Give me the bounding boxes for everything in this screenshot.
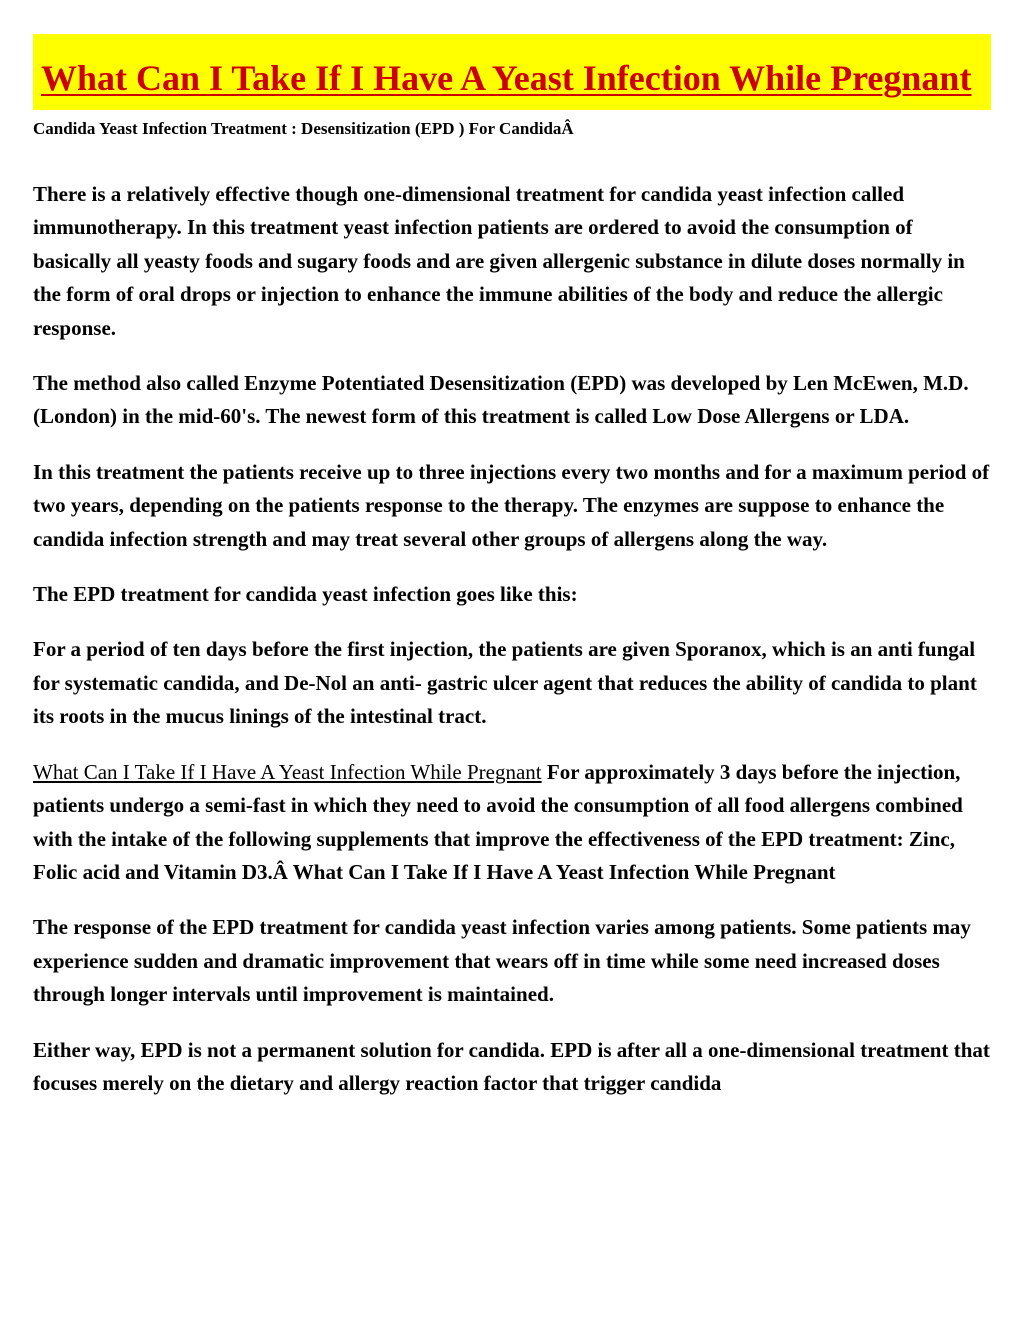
title-link[interactable]: What Can I Take If I Have A Yeast Infection While Pregnant: [41, 58, 972, 98]
document-page: [33, 34, 991, 1100]
title-banner: [33, 34, 991, 110]
paragraph-epd-method: The method also called Enzyme Potentiated Desensitization (EPD) was developed by Len McEwen, M.D. (London) in the mid-60's. The newest form of this treatment is called Low Dose Allergens or LDA.: [33, 371, 969, 429]
paragraph-immunotherapy: There is a relatively effective though one-dimensional treatment for candida yeast infection called immunotherapy. In this treatment yeast infection patients are ordered to avoid the consumption of basically all yeasty foods and sugary foods and are given allergenic substance in dilute doses normally in the form of oral drops or injection to enhance the immune abilities of the body and reduce the allergic response.: [33, 182, 965, 340]
inline-title-link[interactable]: What Can I Take If I Have A Yeast Infection While Pregnant: [33, 759, 542, 784]
paragraph-epd-steps: The EPD treatment for candida yeast infection goes like this:: [33, 582, 578, 607]
paragraph-injections: In this treatment the patients receive up to three injections every two months and for a maximum period of two years, depending on the patients response to the therapy. The enzymes are suppose to enhance the candida infection strength and may treat several other groups of allergens along the way.: [33, 459, 990, 551]
paragraph-semi-fast: [33, 756, 991, 890]
paragraph-semi-fast-body: For approximately 3 days before the injection, patients undergo a semi-fast in which they need to avoid the consumption of all food allergens combined with the intake of the following supplements that improve the effectiveness of the EPD treatment: Zinc, Folic acid and Vitamin D3.Â What Can I Take If I Have A Yeast Infection While Pregnant: [33, 759, 963, 884]
paragraph-sporanox: For a period of ten days before the first injection, the patients are given Sporanox, which is an anti fungal for systematic candida, and De-Nol an anti- gastric ulcer agent that reduces the ability of candida to plant its roots in the mucus linings of the intestinal tract.: [33, 637, 977, 729]
paragraph-response: The response of the EPD treatment for candida yeast infection varies among patients. Some patients may experience sudden and dramatic improvement that wears off in time while some need increased doses through longer intervals until improvement is maintained.: [33, 915, 971, 1007]
subtitle: Candida Yeast Infection Treatment : Desensitization (EPD ) For CandidaÂ: [33, 119, 574, 138]
paragraph-conclusion: Either way, EPD is not a permanent solution for candida. EPD is after all a one-dimensional treatment that focuses merely on the dietary and allergy reaction factor that trigger candida: [33, 1037, 990, 1095]
